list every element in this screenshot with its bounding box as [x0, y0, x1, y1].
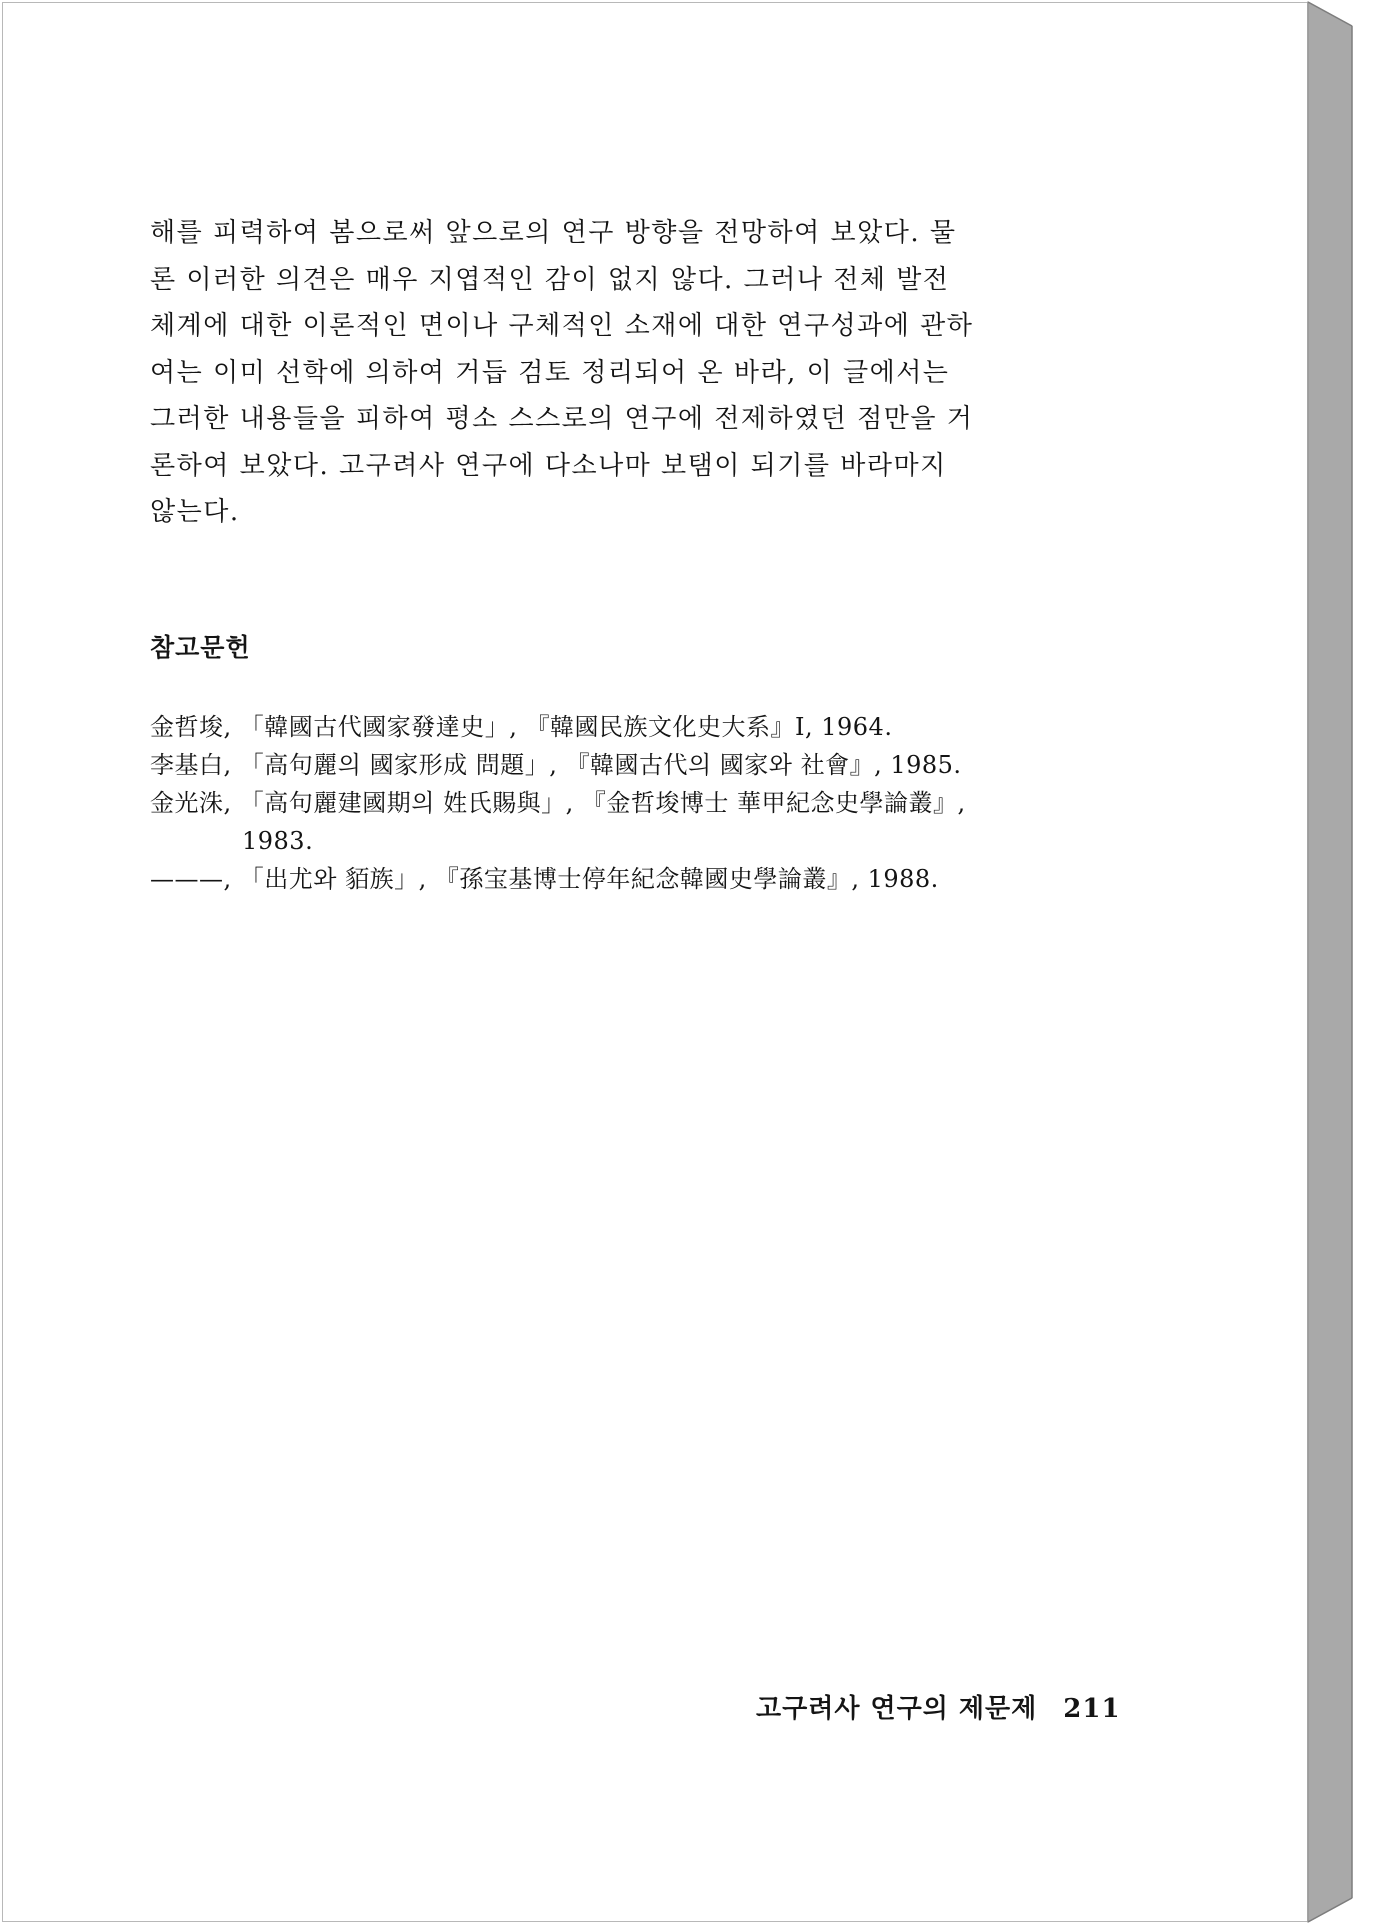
- running-title: 고구려사 연구의 제문제: [756, 1694, 1038, 1724]
- reference-entry: 李基白, 「高句麗의 國家形成 問題」, 『韓國古代의 國家와 社會』, 1985.: [150, 751, 962, 779]
- reference-entry: ———, 「出尤와 貊族」, 『孫宝基博士停年紀念韓國史學論叢』, 1988.: [150, 865, 939, 893]
- reference-entry: 金哲埈, 「韓國古代國家發達史」, 『韓國民族文化史大系』Ⅰ, 1964.: [150, 713, 893, 741]
- page-footer: [756, 1688, 1121, 1725]
- body-line: 론 이러한 의견은 매우 지엽적인 감이 없지 않다. 그러나 전체 발전: [150, 264, 950, 295]
- body-line: 론하여 보았다. 고구려사 연구에 다소나마 보탬이 되기를 바라마지: [150, 450, 947, 481]
- references-heading: 참고문헌: [150, 633, 251, 662]
- page-number: 211: [1063, 1694, 1121, 1724]
- body-paragraph: [150, 210, 1125, 536]
- body-line: 않는다.: [150, 497, 240, 527]
- body-line: 여는 이미 선학에 의하여 거듭 검토 정리되어 온 바라, 이 글에서는: [150, 357, 950, 388]
- body-line: 체계에 대한 이론적인 면이나 구체적인 소재에 대한 연구성과에 관하: [150, 311, 974, 341]
- reference-entry-continuation: 1983.: [242, 827, 314, 855]
- body-line: 해를 피력하여 봄으로써 앞으로의 연구 방향을 전망하여 보았다. 물: [150, 218, 957, 248]
- body-line: 그러한 내용들을 피하여 평소 스스로의 연구에 전제하였던 점만을 거: [150, 404, 974, 434]
- references-list: [150, 708, 1140, 898]
- page-stack-edge-graphic: [1308, 2, 1398, 1924]
- reference-entry: 金光洙, 「高句麗建國期의 姓氏賜與」, 『金哲埈博士 華甲紀念史學論叢』,: [150, 789, 966, 817]
